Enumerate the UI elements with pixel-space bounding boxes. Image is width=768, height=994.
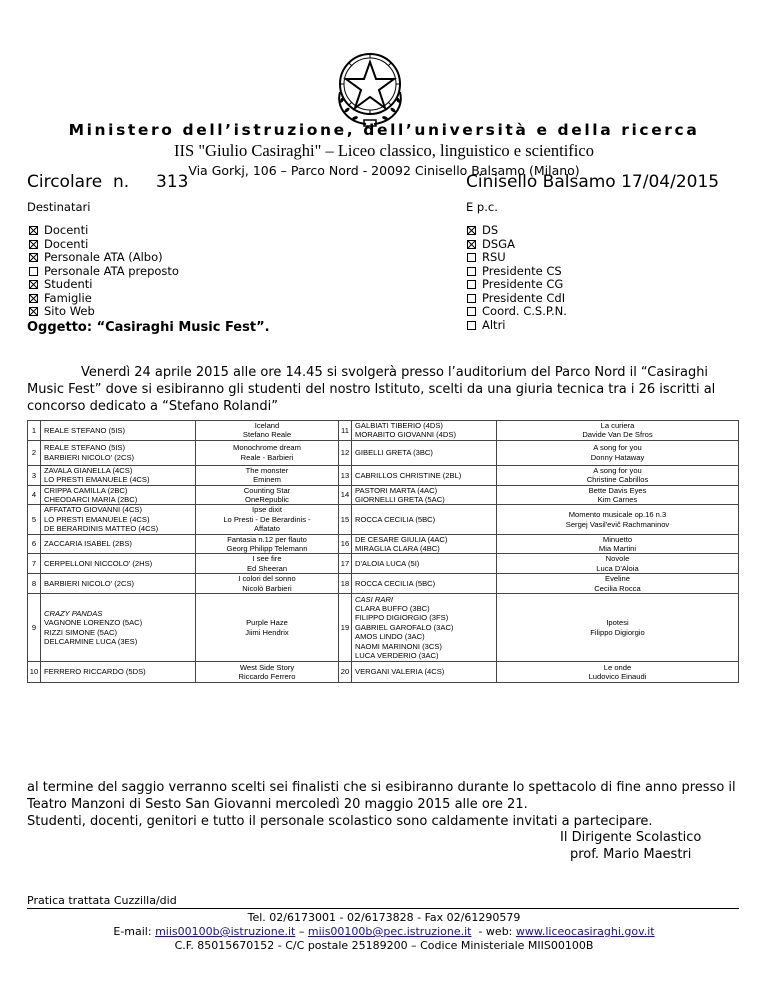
cell-line: Christine Cabrillos [586,475,649,485]
cell-line: DELCARMINE LUCA (3ES) [44,637,138,646]
cell-line: Monochrome dream [233,443,301,453]
cell-line: Ludovico Einaudi [588,672,647,682]
entry-number: 20 [339,662,352,683]
cell-line: Eveline [605,574,630,584]
cell-line: Novole [605,554,630,564]
table-row [28,554,739,574]
cell-line: LUCA VERDERIO (3AC) [355,651,439,661]
cell-line: LO PRESTI EMANUELE (4CS) [44,514,150,524]
recipients-label: Destinatari [27,200,91,214]
checkbox[interactable] [467,280,476,289]
entry-song [196,465,339,485]
entry-number: 11 [339,421,352,441]
cell-line: Fantasia n.12 per flauto [227,534,307,544]
pratica-note: Pratica trattata Cuzzilla/did [27,894,177,907]
checkbox[interactable] [29,240,38,249]
cell-line: The monster [245,465,289,475]
entry-students [352,662,497,683]
entry-number: 10 [28,662,41,683]
cell-line: West Side Story [239,662,295,672]
cell-line: Riccardo Ferrero [238,672,296,682]
entry-song [196,505,339,534]
entry-song [497,421,739,441]
cell-line: Jiimi Hendrix [245,627,289,637]
checkbox[interactable] [467,253,476,262]
cell-line: Ed Sheeran [246,563,288,573]
table-row [28,465,739,485]
entry-number: 14 [339,485,352,505]
cell-line: VAGNONE LORENZO (5AC) [44,618,143,628]
entry-song [196,554,339,574]
cc-item: DS [467,224,567,238]
entry-number: 12 [339,440,352,465]
entry-students [41,574,196,594]
cell-line: Momento musicale op.16 n.3 [568,510,667,520]
entry-song [497,662,739,683]
cc-item: Presidente CG [467,278,567,292]
entry-song [497,465,739,485]
circolare-number: 313 [156,172,189,192]
recipients-list [29,224,179,319]
entry-number: 18 [339,574,352,594]
cell-line: Minuetto [602,534,633,544]
checkbox[interactable] [467,267,476,276]
cell-line: I colori del sonno [238,574,296,584]
cell-line: GALBIATI TIBERIO (4DS) [355,421,443,430]
entry-number: 13 [339,465,352,485]
cell-line: Davide Van De Sfros [582,430,653,440]
intro-paragraph: Venerdì 24 aprile 2015 alle ore 14.45 si svolgerà presso l’auditorium del Parco Nord il “Casiraghi Music Fest” dove si esibiranno gli studenti del nostro Istituto, scelti da una giuria tecnica tra i 26 iscritti al concorso dedicato a “Stefano Rolandi” [27,365,716,414]
cell-line: ZAVALA GIANELLA (4CS) [44,465,133,475]
entry-students [41,534,196,554]
place-date: Cinisello Balsamo 17/04/2015 [466,172,720,192]
recipient-item: Personale ATA (Albo) [29,251,179,265]
cell-line: FERRERO RICCARDO (5DS) [44,667,146,677]
cell-line: Stefano Reale [242,430,292,440]
cell-line: BARBIERI NICOLO' (2CS) [44,452,135,462]
checkbox[interactable] [467,240,476,249]
entry-song [196,421,339,441]
cell-line: ROCCA CECILIA (5BC) [355,514,436,524]
checkbox[interactable] [467,307,476,316]
cell-line: CASI RARI [355,594,393,604]
footer-phone: Tel. 02/6173001 - 02/6173828 - Fax 02/61290579 [247,911,521,924]
entry-number: 1 [28,421,41,441]
entry-number: 6 [28,534,41,554]
cell-line: MORABITO GIOVANNI (4DS) [355,430,456,440]
pec-email-link[interactable]: miis00100b@pec.istruzione.it [307,925,472,938]
cell-line: BARBIERI NICOLO' (2CS) [44,578,135,588]
entry-number: 16 [339,534,352,554]
entry-number: 15 [339,505,352,534]
closing-paragraph [27,779,739,830]
entry-students [352,421,497,441]
entry-number: 2 [28,440,41,465]
table-row [28,421,739,441]
checkbox[interactable] [29,307,38,316]
cell-line: D'ALOIA LUCA (5I) [355,559,420,569]
entry-number: 8 [28,574,41,594]
cell-line: NAOMI MARINONI (3CS) [355,641,442,651]
table-row [28,534,739,554]
checkbox[interactable] [29,267,38,276]
cell-line: GABRIEL GAROFALO (3AC) [355,622,454,632]
cell-line: Georg Philipp Telemann [226,544,308,554]
cell-line: CRIPPA CAMILLA (2BC) [44,485,128,495]
cc-item: DSGA [467,238,567,252]
cell-line: DE CESARE GIULIA (4AC) [355,534,448,544]
cell-line: Iceland [254,421,280,430]
cell-line: REALE STEFANO (5IS) [44,443,126,453]
closing-line-1: al termine del saggio verranno scelti sei finalisti che si esibiranno durante lo spettacolo di fine anno presso il Teatro Manzoni di Sesto San Giovanni mercoledì 20 maggio 2015 alle ore 21. [27,780,736,812]
cell-line: CLARA BUFFO (3BC) [355,604,430,614]
cell-line: DE BERARDINIS MATTEO (4CS) [44,524,159,534]
recipient-item: Docenti [29,238,179,252]
cc-label: E p.c. [466,200,498,214]
italian-republic-emblem [326,42,414,130]
entry-song [497,554,739,574]
cell-line: Affatato [253,524,281,534]
entry-students [352,485,497,505]
checkbox[interactable] [29,280,38,289]
entry-students [41,554,196,574]
entry-song [497,440,739,465]
website-link[interactable]: www.liceocasiraghi.gov.it [515,925,655,938]
entry-students [41,594,196,662]
cell-line: RIZZI SIMONE (5AC) [44,627,117,637]
cell-line: CERPELLONI NICCOLO' (2HS) [44,559,153,569]
footer-divider [27,908,739,909]
entry-song [196,662,339,683]
recipient-item: Docenti [29,224,179,238]
cc-list [467,224,567,332]
cell-line: CABRILLOS CHRISTINE (2BL) [355,470,462,480]
entry-students [41,662,196,683]
ministry-title: Ministero dell’istruzione, dell’università e della ricerca [68,121,700,139]
cell-line: CHEODARCI MARIA (2BC) [44,495,138,505]
cell-line: A song for you [593,443,642,453]
entry-students [352,554,497,574]
cell-line: Sergej Vasil'evič Rachmaninov [565,519,670,529]
cell-line: AFFATATO GIOVANNI (4CS) [44,505,143,515]
checkbox[interactable] [29,294,38,303]
entry-song [196,534,339,554]
entry-number: 7 [28,554,41,574]
entry-number: 4 [28,485,41,505]
entry-song [196,440,339,465]
school-address: Via Gorkj, 106 – Parco Nord - 20092 Cinisello Balsamo (Milano) [188,163,580,178]
cell-line: La curiera [600,421,635,430]
entry-students [352,465,497,485]
cell-line: Le onde [603,662,632,672]
cell-line: CRAZY PANDAS [44,608,103,618]
cell-line: FILIPPO DIGIORGIO (3FS) [355,613,449,623]
recipient-item: Famiglie [29,292,179,306]
entry-students [41,440,196,465]
cell-line: AMOS LINDO (3AC) [355,632,425,642]
entry-song [497,534,739,554]
footer [0,911,768,953]
cell-line: REALE STEFANO (5IS) [44,425,126,435]
entry-song [196,485,339,505]
table-row [28,440,739,465]
checkbox[interactable] [467,226,476,235]
entry-students [352,594,497,662]
entry-song [196,594,339,662]
entry-students [352,505,497,534]
cell-line: Cecilia Rocca [594,583,641,593]
cell-line: Purple Haze [246,618,288,628]
entry-students [352,440,497,465]
cell-line: Filippo Digiorgio [590,627,645,637]
cell-line: Kim Carnes [597,495,638,505]
entry-song [497,574,739,594]
cell-line: Lo Presti - De Berardinis - [223,514,311,524]
cell-line: GIORNELLI GRETA (5AC) [355,495,445,505]
signature-name: prof. Mario Maestri [569,847,692,862]
cell-line: GIBELLI GRETA (3BC) [355,448,433,458]
cell-line: Bette Davis Eyes [588,485,647,495]
recipient-item: Studenti [29,278,179,292]
subject-line: Oggetto: “Casiraghi Music Fest”. [27,320,270,335]
checkbox[interactable] [29,226,38,235]
entry-students [41,485,196,505]
cell-line: Donny Hataway [590,452,645,462]
cell-line: MIRAGLIA CLARA (4BC) [355,544,440,554]
footer-fiscal: C.F. 85015670152 - C/C postale 25189200 – Codice Ministeriale MIIS00100B [174,939,594,952]
entry-song [497,485,739,505]
entry-number: 19 [339,594,352,662]
checkbox[interactable] [467,321,476,330]
cell-line: I see fire [252,554,282,564]
cell-line: A song for you [593,465,642,475]
circolare-label: Circolare n. [27,172,130,192]
signature-block [560,829,701,863]
entry-number: 17 [339,554,352,574]
table-row [28,485,739,505]
checkbox[interactable] [29,253,38,262]
closing-line-2: Studenti, docenti, genitori e tutto il personale scolastico sono caldamente invitati a partecipare. [27,814,653,829]
cell-line: Luca D'Aloia [596,563,639,573]
cell-line: OneRepublic [245,495,289,505]
cell-line: Mia Martini [598,544,637,554]
entry-number: 5 [28,505,41,534]
entry-students [352,534,497,554]
entry-students [41,421,196,441]
entry-song [497,594,739,662]
email-link[interactable]: miis00100b@istruzione.it [155,925,296,938]
recipient-item: Sito Web [29,305,179,319]
cell-line: Eminem [253,475,281,485]
cell-line: ROCCA CECILIA (5BC) [355,578,436,588]
checkbox[interactable] [467,294,476,303]
table-row [28,594,739,662]
cell-line: LO PRESTI EMANUELE (4CS) [44,475,150,485]
cc-item: Coord. C.S.P.N. [467,305,567,319]
cc-item: Presidente CS [467,265,567,279]
cell-line: Counting Star [243,485,291,495]
cell-line: Ipse dixit [252,505,282,515]
cell-line: PASTORI MARTA (4AC) [355,485,438,495]
table-row [28,662,739,683]
entry-song [196,574,339,594]
entry-song [497,505,739,534]
entry-number: 3 [28,465,41,485]
recipient-item: Personale ATA preposto [29,265,179,279]
table-row [28,574,739,594]
cc-item: Presidente CdI [467,292,567,306]
school-name: IIS "Giulio Casiraghi" – Liceo classico, linguistico e scientifico [174,141,594,160]
cell-line: ZACCARIA ISABEL (2BS) [44,539,132,549]
cell-line: VERGANI VALERIA (4CS) [355,667,445,677]
cc-item: Altri [467,319,567,333]
contest-table [27,420,739,683]
entry-students [41,465,196,485]
signature-role: Il Dirigente Scolastico [560,830,702,845]
cell-line: Reale - Barbieri [240,452,294,462]
table-row [28,505,739,534]
footer-contacts: E-mail: miis00100b@istruzione.it – miis00100b@pec.istruzione.it - web: www.liceocasiraghi.gov.it [113,925,655,938]
entry-students [41,505,196,534]
cell-line: Ipotesi [606,618,629,628]
entry-students [352,574,497,594]
cc-item: RSU [467,251,567,265]
cell-line: Nicolò Barbieri [242,583,292,593]
entry-number: 9 [28,594,41,662]
